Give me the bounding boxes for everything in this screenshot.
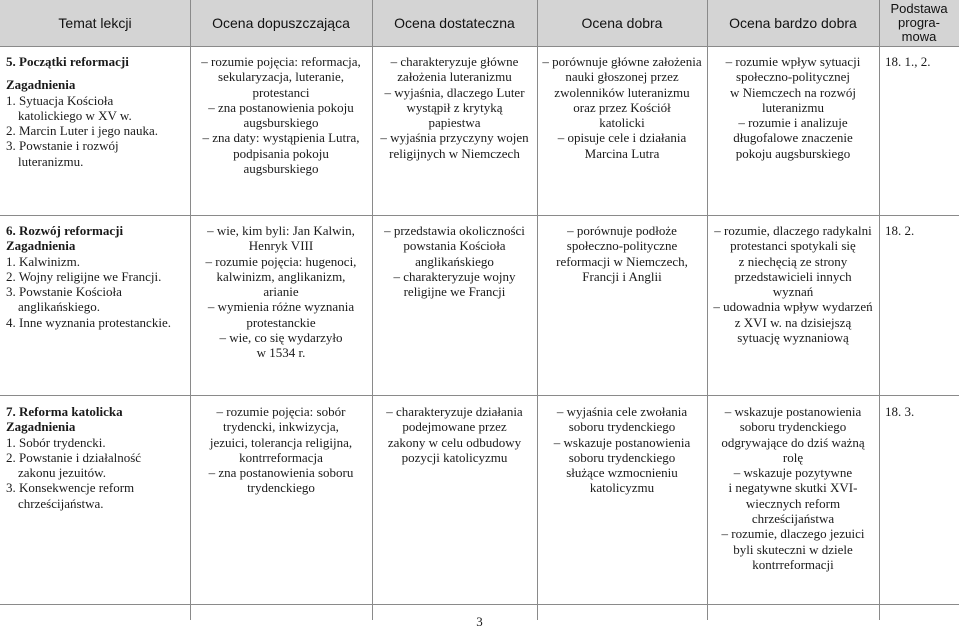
criteria-line: – rozumie, dlaczego jezuici: [707, 526, 879, 541]
criteria-line: – wie, co się wydarzyło: [190, 330, 372, 345]
criteria-line: zwolenników luteranizmu: [554, 84, 690, 100]
criteria-line: – udowadnia wpływ wydarzeń: [707, 299, 879, 314]
page-number: 3: [476, 614, 483, 629]
criteria-cell: [707, 223, 879, 345]
topic-title: 6. Rozwój reformacji: [6, 223, 124, 238]
criteria-cell: [372, 223, 537, 299]
topic-subhead: Zagadnienia: [6, 77, 76, 93]
criteria-line: – charakteryzuje główne: [372, 54, 537, 69]
header-curriculum-basis: Podstawa progra- mowa: [890, 1, 948, 44]
criteria-line: anglikańskiego: [415, 253, 494, 269]
criteria-line: – wyjaśnia cele zwołania: [537, 404, 707, 419]
criteria-line: – zna daty: wystąpienia Lutra,: [190, 130, 372, 145]
criteria-line: – wymienia różne wyznania: [190, 299, 372, 314]
topic-item: katolickiego w XV w.: [18, 107, 132, 123]
criteria-line: kontrreformacja: [239, 449, 323, 465]
criteria-line: – wskazuje postanowienia: [707, 404, 879, 419]
criteria-line: soboru trydenckiego: [568, 449, 676, 465]
criteria-line: rolę: [782, 449, 804, 465]
header-grade-satisfactory: Ocena dostateczna: [394, 15, 515, 31]
criteria-line: – rozumie pojęcia: sobór: [190, 404, 372, 419]
grid-line: [879, 0, 880, 620]
criteria-line: założenia luteranizmu: [397, 69, 512, 85]
criteria-line: z niechęcią ze strony: [738, 253, 848, 269]
header-grade-very-good: Ocena bardzo dobra: [729, 15, 857, 31]
criteria-cell: [707, 404, 879, 572]
criteria-line: reformacji w Niemczech,: [556, 253, 688, 269]
criteria-line: – wie, kim byli: Jan Kalwin,: [190, 223, 372, 238]
topic-item: chrześcijaństwa.: [18, 495, 104, 511]
criteria-line: protestanci spotykali się: [730, 238, 856, 254]
criteria-line: powstania Kościoła: [403, 238, 506, 254]
topic-item: 2. Wojny religijne we Francji.: [6, 268, 162, 284]
curriculum-ref: 18. 2.: [885, 223, 915, 238]
topic-cell: [6, 223, 176, 330]
criteria-line: z XVI w. na dzisiejszą: [734, 314, 852, 330]
criteria-line: – charakteryzuje działania: [372, 404, 537, 419]
topic-subhead: Zagadnienia: [6, 238, 76, 254]
criteria-line: Francji i Anglii: [582, 268, 662, 284]
topic-item: 3. Powstanie Kościoła: [6, 284, 122, 300]
criteria-line: soboru trydenckiego: [568, 419, 676, 435]
criteria-line: – porównuje podłoże: [537, 223, 707, 238]
topic-title: 7. Reforma katolicka: [6, 404, 123, 419]
grid-line: [0, 604, 959, 605]
criteria-line: – przedstawia okoliczności: [372, 223, 537, 238]
criteria-line: pozycji katolicyzmu: [401, 449, 508, 465]
criteria-line: chrześcijaństwa: [751, 511, 835, 527]
topic-item: 3. Powstanie i rozwój: [6, 138, 119, 154]
criteria-line: protestanci: [252, 84, 310, 100]
curriculum-ref: 18. 3.: [885, 404, 915, 419]
criteria-line: kontrreformacji: [752, 556, 834, 572]
criteria-line: trydenckiego: [247, 480, 315, 496]
criteria-line: – rozumie, dlaczego radykalni: [707, 223, 879, 238]
criteria-cell: [190, 404, 372, 496]
topic-cell: [6, 54, 176, 169]
criteria-line: – wyjaśnia przyczyny wojen: [372, 130, 537, 145]
criteria-line: kalwinizm, anglikanizm,: [216, 268, 346, 284]
curriculum-ref: 18. 1., 2.: [885, 54, 931, 69]
criteria-line: augsburskiego: [243, 115, 319, 131]
topic-cell: [6, 404, 176, 511]
criteria-line: wiecznych reform: [745, 495, 841, 511]
grid-line: [0, 46, 959, 47]
topic-item: 2. Powstanie i działalność: [6, 449, 142, 465]
criteria-line: katolicki: [599, 115, 645, 131]
criteria-line: katolicyzmu: [589, 480, 655, 496]
criteria-line: – wyjaśnia, dlaczego Luter: [372, 85, 537, 100]
criteria-line: przedstawicieli innych: [734, 268, 852, 284]
criteria-line: – rozumie i analizuje: [707, 115, 879, 130]
criteria-cell: [537, 404, 707, 496]
criteria-line: Henryk VIII: [248, 238, 314, 254]
criteria-line: wyznań: [772, 284, 814, 300]
criteria-line: trydencki, inkwizycja,: [223, 419, 339, 435]
topic-subhead: Zagadnienia: [6, 419, 76, 435]
criteria-line: – porównuje główne założenia: [537, 54, 707, 69]
criteria-line: sytuację wyznaniową: [737, 330, 849, 346]
criteria-line: – zna postanowienia pokoju: [190, 100, 372, 115]
criteria-line: soboru trydenckiego: [739, 419, 847, 435]
topic-item: luteranizmu.: [18, 153, 84, 169]
grid-line: [0, 215, 959, 216]
criteria-cell: [707, 54, 879, 161]
topic-item: 3. Konsekwencje reform: [6, 480, 135, 496]
criteria-line: byli skuteczni w dziele: [733, 541, 853, 557]
topic-item: zakonu jezuitów.: [18, 465, 106, 481]
criteria-cell: [537, 54, 707, 161]
criteria-line: w 1534 r.: [256, 345, 306, 361]
criteria-line: społeczno-polityczne: [566, 238, 678, 254]
criteria-line: – opisuje cele i działania: [537, 130, 707, 145]
criteria-line: oraz przez Kościół: [573, 99, 671, 115]
criteria-cell: [190, 223, 372, 361]
criteria-line: pokoju augsburskiego: [735, 145, 851, 161]
criteria-line: – rozumie pojęcia: hugenoci,: [190, 254, 372, 269]
criteria-line: – rozumie pojęcia: reformacja,: [190, 54, 372, 69]
criteria-line: nauki głoszonej przez: [565, 69, 679, 85]
criteria-line: wystąpił z krytyką: [406, 99, 503, 115]
criteria-line: sekularyzacja, luteranie,: [218, 69, 344, 85]
criteria-line: Marcina Lutra: [584, 145, 660, 161]
criteria-line: – rozumie wpływ sytuacji: [707, 54, 879, 69]
criteria-line: augsburskiego: [243, 161, 319, 177]
criteria-line: podejmowane przez: [402, 419, 507, 435]
criteria-line: odgrywające do dziś ważną: [721, 434, 865, 450]
header-grade-good: Ocena dobra: [581, 15, 663, 31]
grid-line: [0, 395, 959, 396]
criteria-line: podpisania pokoju: [233, 145, 329, 161]
criteria-line: służące wzmocnieniu: [566, 465, 678, 481]
topic-item: 1. Kalwinizm.: [6, 253, 81, 269]
criteria-line: zakony w celu odbudowy: [387, 434, 522, 450]
topic-item: 1. Sytuacja Kościoła: [6, 92, 114, 108]
topic-item: 1. Sobór trydencki.: [6, 434, 106, 450]
header-grade-sufficient: Ocena dopuszczająca: [212, 15, 350, 31]
header-topic: Temat lekcji: [58, 15, 132, 31]
criteria-line: społeczno-politycznej: [735, 69, 851, 85]
topic-item: anglikańskiego.: [18, 299, 100, 315]
criteria-line: – wskazuje postanowienia: [537, 435, 707, 450]
criteria-line: – wskazuje pozytywne: [707, 465, 879, 480]
criteria-line: długofalowe znaczenie: [733, 130, 853, 146]
criteria-line: arianie: [263, 284, 299, 300]
criteria-line: jezuici, tolerancja religijna,: [209, 434, 353, 450]
criteria-line: – charakteryzuje wojny: [372, 269, 537, 284]
topic-item: 2. Marcin Luter i jego nauka.: [6, 123, 158, 139]
criteria-cell: [537, 223, 707, 284]
topic-item: 4. Inne wyznania protestanckie.: [6, 314, 171, 330]
criteria-line: religijnych w Niemczech: [389, 145, 520, 161]
criteria-line: i negatywne skutki XVI-: [728, 480, 858, 496]
criteria-line: – zna postanowienia soboru: [190, 465, 372, 480]
criteria-line: luteranizmu: [761, 99, 825, 115]
criteria-line: papiestwa: [428, 115, 481, 131]
criteria-line: w Niemczech na rozwój: [730, 84, 856, 100]
criteria-line: religijne we Francji: [403, 284, 506, 300]
criteria-cell: [190, 54, 372, 176]
criteria-cell: [372, 404, 537, 465]
topic-title: 5. Początki reformacji: [6, 54, 129, 69]
criteria-line: protestanckie: [246, 314, 316, 330]
criteria-cell: [372, 54, 537, 161]
